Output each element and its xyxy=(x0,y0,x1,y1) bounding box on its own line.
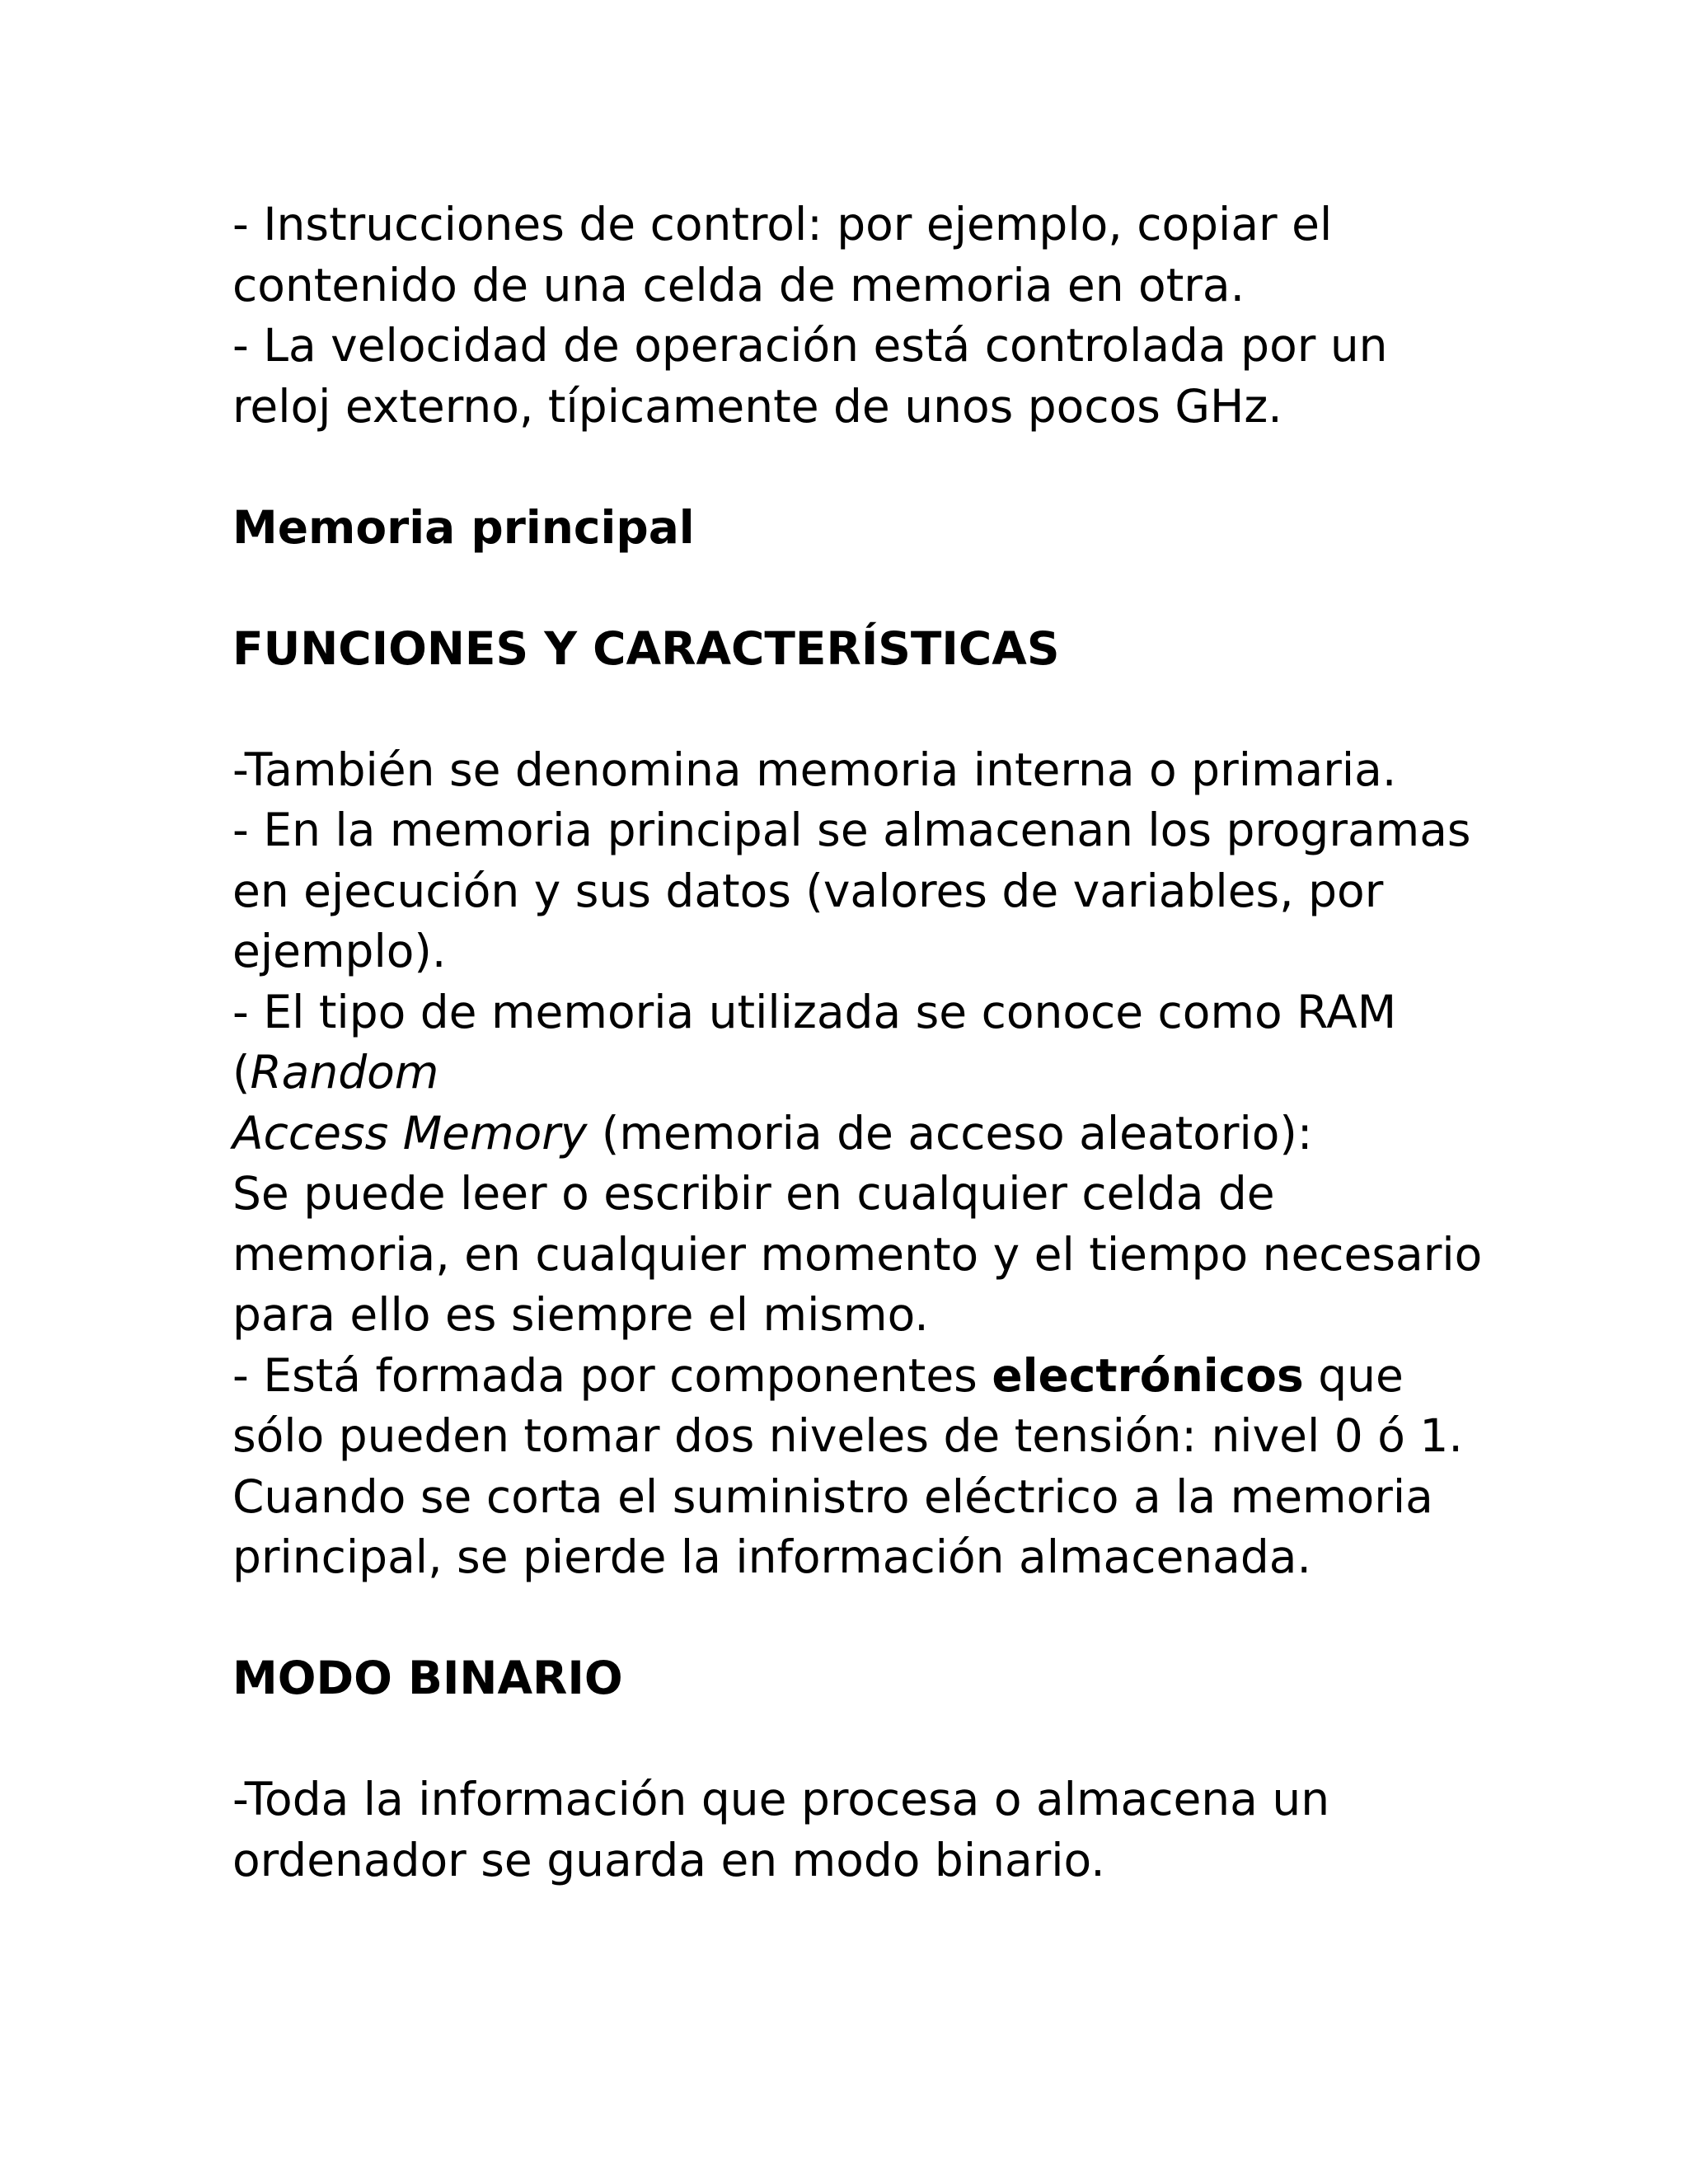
document-page xyxy=(232,194,1483,1891)
text-fragment: que xyxy=(1303,1348,1404,1402)
paragraph-gap xyxy=(232,437,1469,498)
text-line: -Toda la información que procesa o almacena un xyxy=(232,1773,1330,1825)
text-line: contenido de una celda de memoria en otra. xyxy=(232,258,1245,312)
text-line: ejemplo). xyxy=(232,925,447,977)
text-line: - En la memoria principal se almacenan los programas xyxy=(232,804,1471,856)
text-line: Se puede leer o escribir en cualquier celda de xyxy=(232,1167,1275,1220)
text-line: -También se denomina memoria interna o primaria. xyxy=(232,743,1397,796)
text-line: - Instrucciones de control: por ejemplo, copiar el xyxy=(232,198,1333,251)
section-heading-modo-binario: MODO BINARIO xyxy=(232,1652,623,1704)
text-line: principal, se pierde la información almacenada. xyxy=(232,1530,1311,1583)
text-line: Cuando se corta el suministro eléctrico a la memoria xyxy=(232,1469,1433,1523)
paragraph-gap xyxy=(232,558,1469,619)
text-line: - El tipo de memoria utilizada se conoce como RAM xyxy=(232,985,1397,1038)
paragraph-gap xyxy=(232,1709,1469,1770)
bold-term: electrónicos xyxy=(992,1348,1304,1402)
text-line xyxy=(232,1104,1469,1165)
paragraph-gap xyxy=(232,1588,1469,1649)
text-fragment: - Está formada por componentes xyxy=(232,1348,992,1402)
section-heading-funciones: FUNCIONES Y CARACTERÍSTICAS xyxy=(232,621,1060,675)
text-line: reloj externo, típicamente de unos pocos GHz. xyxy=(232,379,1282,433)
open-paren: ( xyxy=(232,1046,251,1099)
text-line: en ejecución y sus datos (valores de variables, por xyxy=(232,864,1384,917)
text-line: sólo pueden tomar dos niveles de tensión: nivel 0 ó 1. xyxy=(232,1409,1463,1462)
section-heading-memoria-principal: Memoria principal xyxy=(232,500,695,554)
text-line xyxy=(232,1043,1469,1104)
text-line: - La velocidad de operación está controlada por un xyxy=(232,319,1388,372)
text-line: memoria, en cualquier momento y el tiempo necesario xyxy=(232,1227,1483,1281)
text-fragment: (memoria de acceso aleatorio): xyxy=(587,1106,1313,1160)
text-line: para ello es siempre el mismo. xyxy=(232,1288,929,1341)
italic-term: Access Memory xyxy=(232,1106,588,1160)
paragraph-gap xyxy=(232,679,1469,740)
text-line: ordenador se guarda en modo binario. xyxy=(232,1833,1105,1886)
text-line xyxy=(232,1346,1469,1407)
italic-term: Random xyxy=(250,1046,439,1099)
